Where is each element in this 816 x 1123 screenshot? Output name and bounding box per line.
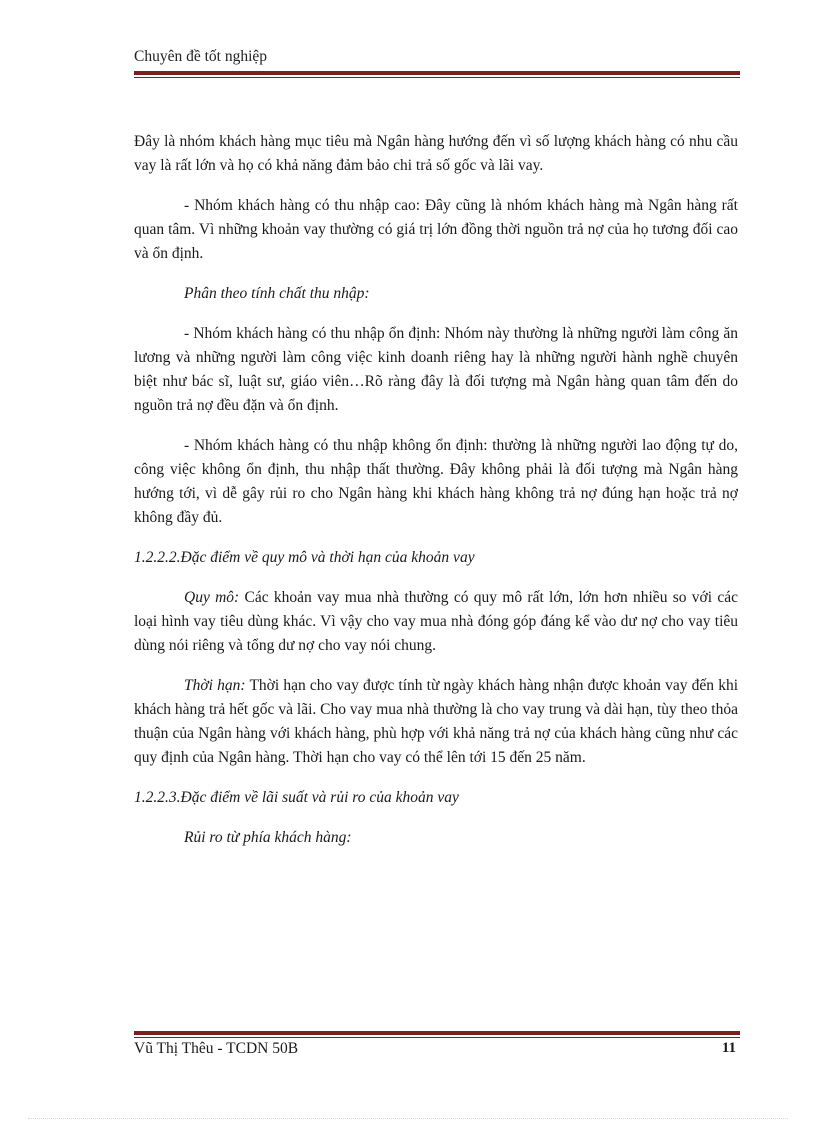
paragraph: - Nhóm khách hàng có thu nhập cao: Đây cũng là nhóm khách hàng mà Ngân hàng rất quan tâm. Vì những khoản vay thường có giá trị lớn đồng thời nguồn trả nợ của họ tương đối cao và ổn định. (134, 197, 738, 262)
document-body (134, 130, 738, 866)
paragraph-text: Các khoản vay mua nhà thường có quy mô rất lớn, lớn hơn nhiều so với các loại hình vay tiêu dùng khác. Vì vậy cho vay mua nhà đóng góp đáng kể vào dư nợ cho vay tiêu dùng nói riêng và tổng dư nợ cho vay nói chung. (134, 589, 738, 654)
section-heading: 1.2.2.2.Đặc điểm về quy mô và thời hạn của khoản vay (134, 549, 475, 566)
page-number: 11 (721, 1040, 736, 1056)
header-title: Chuyên đề tốt nghiệp (134, 48, 268, 65)
header-rule-thick (134, 71, 740, 75)
header-rule-thin (134, 77, 740, 78)
paragraph-label: Thời hạn: (184, 677, 246, 694)
paragraph (134, 674, 738, 770)
page-edge (28, 1118, 788, 1119)
subheading: Phân theo tính chất thu nhập: (184, 285, 370, 302)
footer-rule-thin (134, 1037, 740, 1038)
paragraph-label: Quy mô: (184, 589, 240, 606)
paragraph-text: Thời hạn cho vay được tính từ ngày khách hàng nhận được khoản vay đến khi khách hàng trả hết gốc và lãi. Cho vay mua nhà thường là cho vay trung và dài hạn, tùy theo thỏa thuận của Ngân hàng với khách hàng, phù hợp với khả năng trả nợ của khách hàng cũng như các quy định của Ngân hàng. Thời hạn cho vay có thể lên tới 15 đến 25 năm. (134, 677, 738, 766)
footer-rule (134, 1031, 740, 1038)
paragraph: Đây là nhóm khách hàng mục tiêu mà Ngân hàng hướng đến vì số lượng khách hàng có nhu cầu vay là rất lớn và họ có khả năng đảm bảo chi trả số gốc và lãi vay. (134, 133, 738, 174)
paragraph: - Nhóm khách hàng có thu nhập không ổn định: thường là những người lao động tự do, công việc không ổn định, thu nhập thất thường. Đây không phải là đối tượng mà Ngân hàng hướng tới, vì dễ gây rủi ro cho Ngân hàng khi khách hàng không trả nợ đúng hạn hoặc trả nợ không đầy đủ. (134, 437, 738, 526)
footer-rule-thick (134, 1031, 740, 1035)
section-heading: 1.2.2.3.Đặc điểm về lãi suất và rủi ro của khoản vay (134, 789, 459, 806)
footer-author: Vũ Thị Thêu - TCDN 50B (134, 1040, 299, 1057)
header-rule (134, 71, 740, 78)
paragraph (134, 586, 738, 658)
subheading: Rủi ro từ phía khách hàng: (184, 829, 352, 846)
paragraph: - Nhóm khách hàng có thu nhập ổn định: Nhóm này thường là những người làm công ăn lương và những người làm công việc kinh doanh riêng hay là những người hành nghề chuyên biệt như bác sĩ, luật sư, giáo viên…Rõ ràng đây là đối tượng mà Ngân hàng quan tâm đến do nguồn trả nợ đều đặn và ổn định. (134, 325, 738, 414)
